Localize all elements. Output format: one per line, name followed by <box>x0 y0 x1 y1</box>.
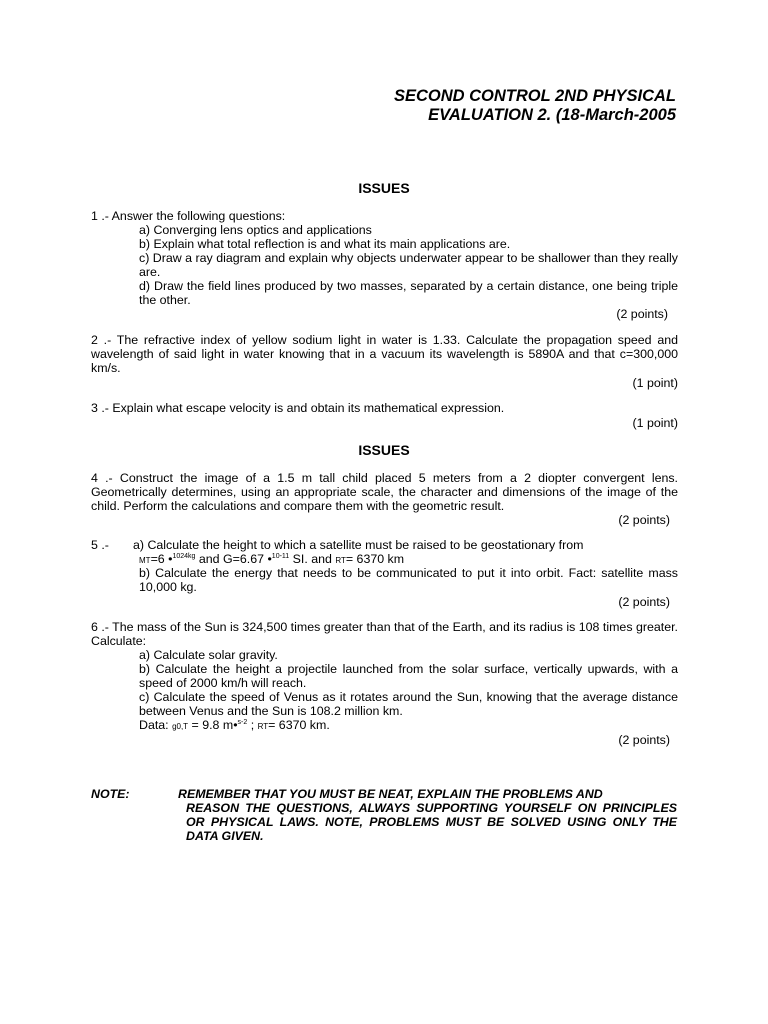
document-title-line2: EVALUATION 2. (18-March-2005 <box>428 106 676 124</box>
question-2-points: (1 point) <box>632 376 678 390</box>
question-1-intro: 1 .- Answer the following questions: <box>91 209 286 223</box>
question-4-points: (2 points) <box>618 513 670 527</box>
question-5a: a) Calculate the height to which a satellite must be raised to be geostationary from <box>133 538 584 552</box>
formula-mt-label: MT <box>139 556 151 565</box>
document-title-line1: SECOND CONTROL 2ND PHYSICAL <box>393 87 676 105</box>
question-2: 2 .- The refractive index of yellow sodium light in water is 1.33. Calculate the propagation speed and wavelength of said light in water knowing that in a vacuum its wavelength is 5890A and that c=300,000 km/s. <box>91 333 678 375</box>
question-6b: b) Calculate the height a projectile launched from the solar surface, vertically upwards, with a speed of 2000 km/h will reach. <box>139 662 678 690</box>
formula-si-text: SI. and <box>289 552 336 566</box>
data-label: Data: <box>139 718 173 732</box>
question-1d: d) Draw the field lines produced by two masses, separated by a certain distance, one being triple the other. <box>139 279 678 307</box>
question-5-number: 5 .- <box>91 538 109 552</box>
formula-rt-label: RT <box>335 556 346 565</box>
formula-rt-value: = 6370 km <box>345 552 405 566</box>
question-6-data <box>139 718 330 734</box>
formula-mt-value: =6 • <box>150 552 173 566</box>
formula-mt-exponent: 1024kg <box>172 552 196 560</box>
data-rt-value: = 6370 km. <box>268 718 330 732</box>
note-body: REASON THE QUESTIONS, ALWAYS SUPPORTING YOURSELF ON PRINCIPLES OR PHYSICAL LAWS. NOTE, PROBLEMS MUST BE SOLVED USING ONLY THE DATA GIVEN. <box>186 801 677 843</box>
formula-g-value: and G=6.67 • <box>195 552 272 566</box>
question-1-points: (2 points) <box>616 307 668 321</box>
data-rt-label: RT <box>257 722 269 731</box>
question-4: 4 .- Construct the image of a 1.5 m tall child placed 5 meters from a 2 diopter convergent lens. Geometrically determines, using an appropriate scale, the character and dimensions of the image of the child. Perform the calculations and compare them with the geometric result. <box>91 471 678 513</box>
note-label: NOTE: <box>91 787 130 801</box>
question-6a: a) Calculate solar gravity. <box>139 648 278 662</box>
note-line1: REMEMBER THAT YOU MUST BE NEAT, EXPLAIN THE PROBLEMS AND <box>178 787 603 801</box>
section-heading-issues-2: ISSUES <box>358 442 410 458</box>
data-g-label: g0,T <box>172 722 189 731</box>
question-3-points: (1 point) <box>632 416 678 430</box>
question-5b: b) Calculate the energy that needs to be communicated to put it into orbit. Fact: satellite mass 10,000 kg. <box>139 566 678 594</box>
data-separator: ; <box>247 718 258 732</box>
formula-g-exponent: 10-11 <box>271 552 290 560</box>
question-6c: c) Calculate the speed of Venus as it rotates around the Sun, knowing that the average distance between Venus and the Sun is 108.2 million km. <box>139 690 678 718</box>
data-g-value: = 9.8 m• <box>188 718 238 732</box>
question-3: 3 .- Explain what escape velocity is and obtain its mathematical expression. <box>91 401 505 415</box>
question-5-points: (2 points) <box>618 595 670 609</box>
data-g-exponent: s-2 <box>237 718 248 726</box>
question-6: 6 .- The mass of the Sun is 324,500 times greater than that of the Earth, and its radius is 108 times greater. Calculate: <box>91 620 678 648</box>
question-1c: c) Draw a ray diagram and explain why objects underwater appear to be shallower than they really are. <box>139 251 678 279</box>
question-6-points: (2 points) <box>618 733 670 747</box>
question-1a: a) Converging lens optics and applications <box>139 223 372 237</box>
question-1b: b) Explain what total reflection is and what its main applications are. <box>139 237 511 251</box>
section-heading-issues-1: ISSUES <box>358 180 410 196</box>
